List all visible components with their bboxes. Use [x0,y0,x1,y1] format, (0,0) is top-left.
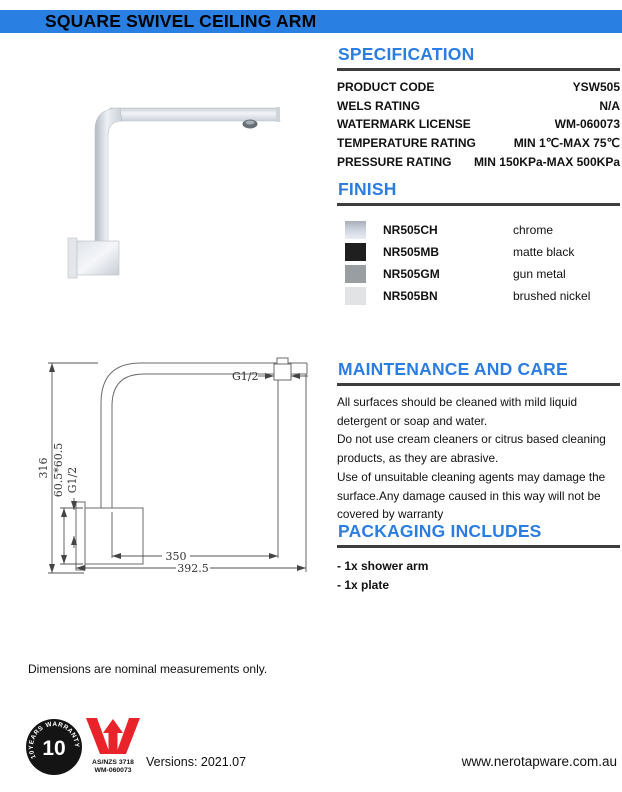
title-bar [0,10,622,33]
spec-label: PRODUCT CODE [337,80,435,95]
outlet-fitting [243,120,258,129]
technical-drawing [36,352,326,592]
watermark-w-icon [86,718,140,754]
section-rule [337,383,620,386]
finish-swatch-gun-metal [345,265,366,283]
spec-value: MIN 150KPa-MAX 500KPa [473,154,620,169]
website-link[interactable]: www.nerotapware.com.au [461,754,617,769]
finish-heading: FINISH [338,179,397,199]
outlet-fitting-cap [277,358,288,364]
watermark-standard: AS/NZS 3718 [92,759,134,766]
dim-arm-length: 350 [165,550,187,563]
table-row [337,78,620,97]
specification-section [337,44,620,171]
finish-name: gun metal [513,267,566,281]
maintenance-line: products, as they are abrasive. [337,451,499,466]
finish-swatch-brushed-nickel [345,287,366,305]
page-title: SQUARE SWIVEL CEILING ARM [45,11,317,31]
table-row [337,115,620,134]
finish-section [337,179,620,307]
maintenance-text [337,393,620,524]
finish-swatch-chrome [345,221,366,239]
spec-label: WATERMARK LICENSE [337,117,471,132]
outlet-fitting-body [274,364,291,380]
finish-options [337,219,620,307]
maintenance-line: detergent or soap and water. [337,413,488,428]
version-label: Versions: 2021.07 [146,755,247,769]
list-item: - 1x plate [337,578,390,592]
packaging-list [337,557,620,595]
spec-value: WM-060073 [554,117,620,132]
list-item [337,285,620,307]
finish-swatch-matte-black [345,243,366,261]
finish-code: NR505GM [383,267,440,281]
wall-flange [76,502,85,570]
maintenance-heading: MAINTENANCE AND CARE [338,359,568,379]
wall-plate-block [68,238,119,278]
specification-table [337,78,620,171]
packaging-section [337,521,620,595]
list-item [337,241,620,263]
section-rule [337,545,620,548]
section-rule [337,68,620,71]
list-item [337,263,620,285]
maintenance-line: covered by warranty [337,507,444,522]
finish-code: NR505MB [383,245,440,259]
warranty-badge [25,718,83,776]
dim-inlet-thread: G1/2 [66,466,79,494]
finish-code: NR505CH [383,223,438,237]
finish-name: chrome [513,223,554,237]
spec-label: TEMPERATURE RATING [337,136,476,151]
warranty-years: 10 [42,737,66,760]
spec-label: WELS RATING [337,98,421,113]
product-photo [40,62,315,297]
spec-value: MIN 1℃-MAX 75℃ [513,136,620,151]
finish-code: NR505BN [383,289,438,303]
spec-value: YSW505 [572,80,620,95]
watermark-logo [84,716,142,776]
table-row [337,134,620,153]
maintenance-section [337,359,620,524]
dimensions-note: Dimensions are nominal measurements only. [28,662,268,676]
dim-overall-length: 392.5 [177,562,209,575]
packaging-heading: PACKAGING INCLUDES [338,521,542,541]
dim-block-size: 60.5*60.5 [52,442,65,498]
spec-label: PRESSURE RATING [337,154,452,169]
table-row [337,152,620,171]
list-item: - 1x shower arm [337,559,429,573]
maintenance-line: All surfaces should be cleaned with mild liquid [337,395,577,409]
maintenance-line: Do not use cream cleaners or citrus based cleaning [337,432,606,447]
watermark-license: WM-060073 [94,767,132,774]
maintenance-line: surface.Any damage caused in this way will not be [337,488,601,503]
list-item [337,219,620,241]
drawing-outline [76,358,307,570]
spec-value: N/A [599,98,620,113]
dim-height: 316 [37,457,50,479]
warranty-arc-text: 10YEARS WARRANTY [27,720,81,760]
finish-name: brushed nickel [513,289,591,303]
maintenance-line: Use of unsuitable cleaning agents may damage the [337,469,606,484]
finish-name: matte black [513,245,575,259]
dim-outlet-thread: G1/2 [232,370,259,383]
shower-arm-body [95,107,280,250]
table-row [337,97,620,116]
section-rule [337,203,620,206]
specification-heading: SPECIFICATION [338,44,475,64]
